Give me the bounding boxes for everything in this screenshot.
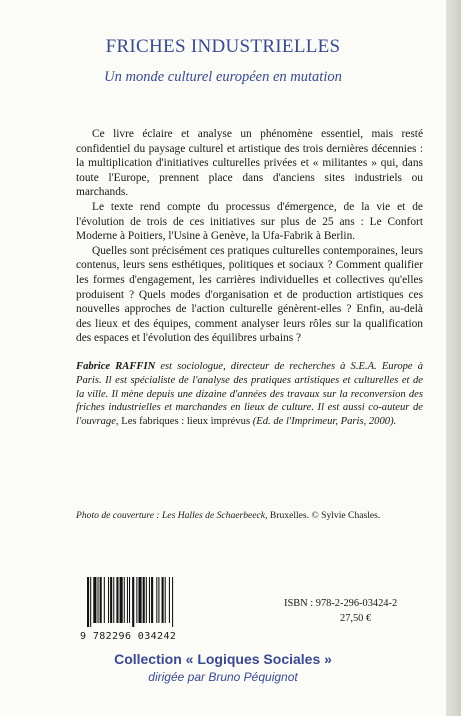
isbn: ISBN : 978-2-296-03424-2 (284, 598, 398, 609)
blurb-paragraph: Le texte rend compte du processus d'émergence, de la vie et de l'évolution de trois de ces initiatives sur plus de 25 ans : Le Confort Moderne à Poitiers, l'Usine à Genève, la Ufa-Fabrik à Berlin. (76, 200, 423, 243)
author-book-title: Les fabriques : lieux imprévus (121, 416, 251, 428)
author-name: Fabrice RAFFIN (76, 361, 156, 372)
collection-director: dirigée par Bruno Péquignot (148, 670, 298, 684)
photo-credit-label: Photo de couverture : (76, 510, 162, 521)
collection-name: Collection « Logiques Sociales » (114, 651, 332, 667)
book-subtitle: Un monde culturel européen en mutation (104, 69, 342, 85)
photo-credit-work: Les Halles de Schaerbeeck (161, 510, 266, 521)
author-bio-text: est sociologue, directeur de recherches à S.E.A. Europe à Paris. Il est spécialiste de l'analyse des pratiques artistiques et culturelles et de la ville. Il mène depuis une dizaine d'années des travaux sur la reconversion des friches industrielles et marchandes en lieux de culture. Il est aussi co-auteur de l'ouvrage, (76, 361, 423, 428)
blurb-paragraph: Ce livre éclaire et analyse un phénomène essentiel, mais resté confidentiel du paysage culturel et artistique des trois dernières décennies : la multiplication d'initiatives culturelles privées et « militantes » qui, dans toute l'Europe, prennent place dans d'anciens sites industriels ou marchands. (76, 128, 423, 199)
author-book-reference: (Ed. de l'Imprimeur, Paris, 2000). (250, 416, 397, 428)
barcode-number: 9 782296 034242 (80, 631, 177, 642)
blurb-paragraph: Quelles sont précisément ces pratiques culturelles contemporaines, leurs contenus, leurs sens esthétiques, politiques et sociaux ? Comment qualifier les formes d'engagement, les carrières individuelles et collectives qu'elles produisent ? Quels modes d'organisation et de production artistiques ces nouvelles approches de l'action culturelle génèrent-elles ? Enfin, au-delà des lieux et des équipes, comment analyser leurs rôles sur la qualification des espaces et l'évolution des équilibres urbains ? (76, 244, 423, 345)
photo-credit-rest: , Bruxelles. © Sylvie Chasles. (265, 510, 381, 521)
blurb (76, 127, 423, 346)
photo-credit (76, 510, 423, 521)
book-title: FRICHES INDUSTRIELLES (105, 36, 341, 57)
price: 27,50 € (340, 613, 372, 624)
author-bio (76, 360, 423, 429)
barcode (87, 577, 199, 627)
page-edge (446, 0, 461, 716)
